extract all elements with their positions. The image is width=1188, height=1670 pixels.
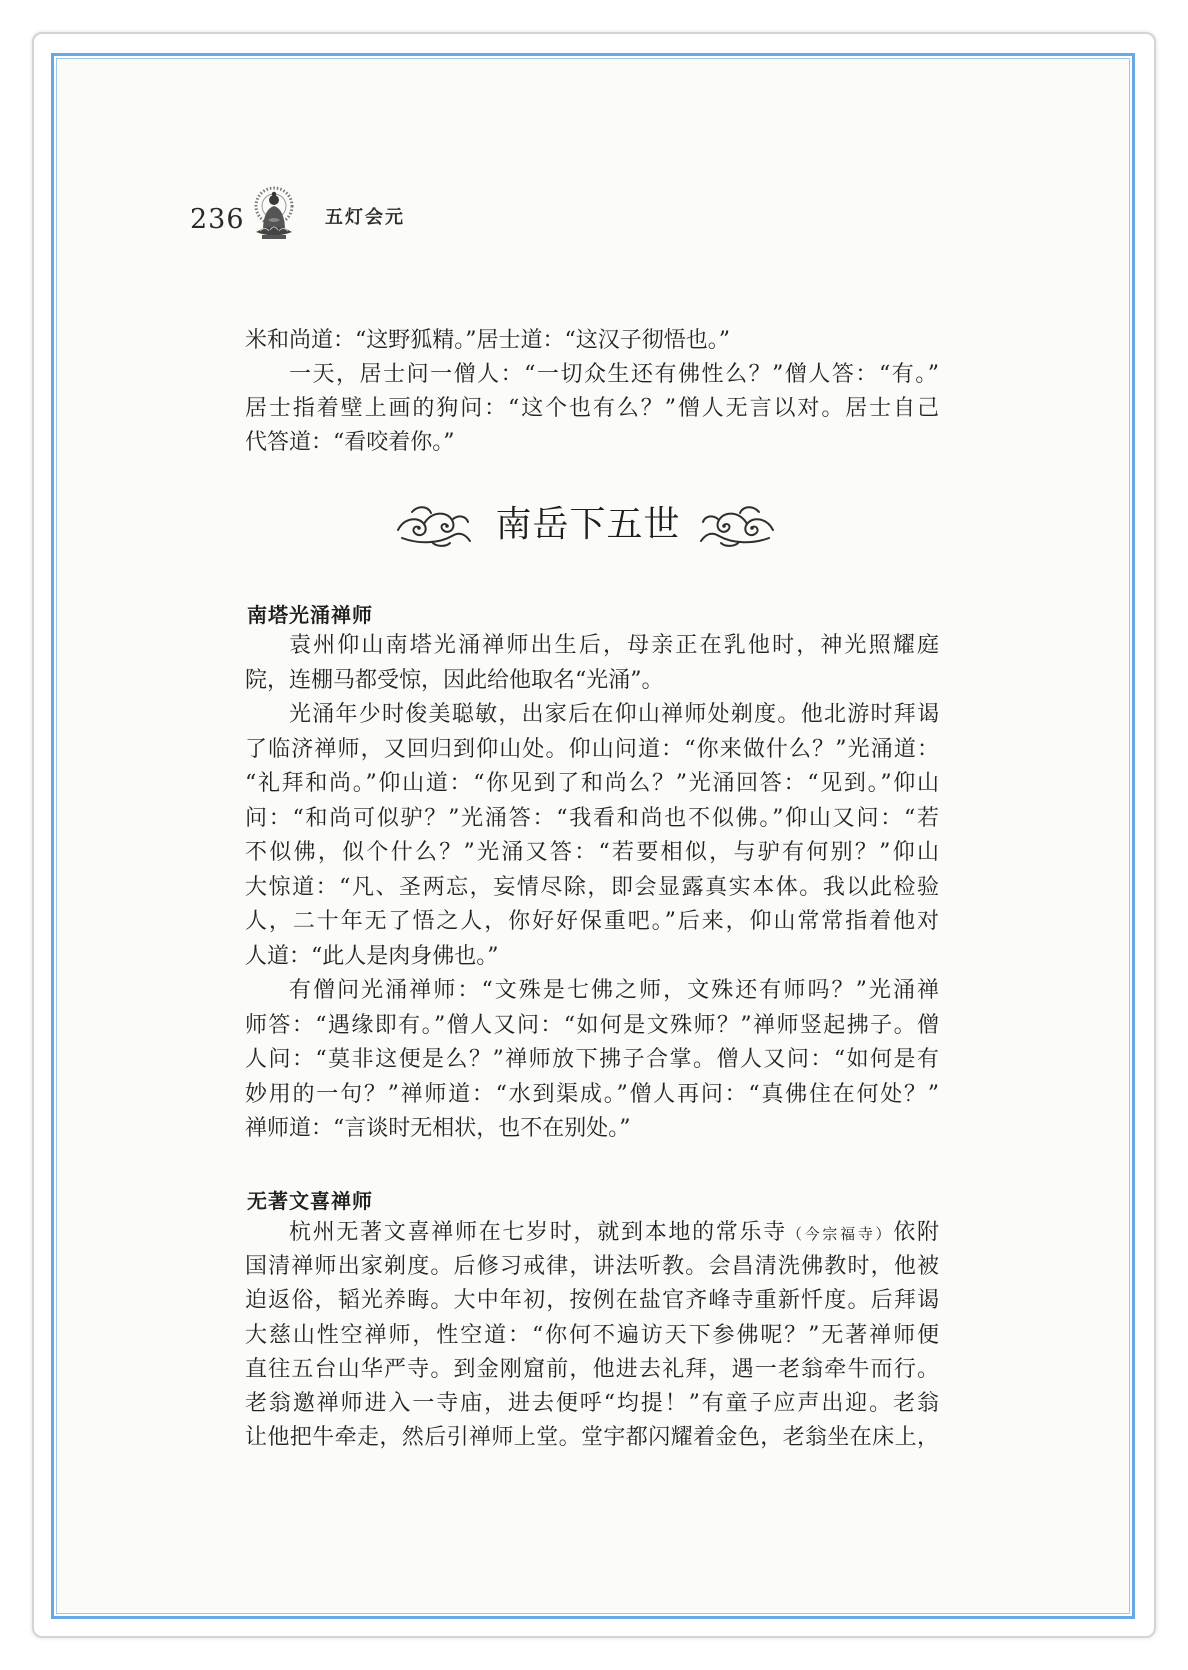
entry-heading-nanta: 南塔光涌禅师 xyxy=(247,603,373,627)
text-line: “礼拜和尚。”仰山道：“你见到了和尚么？”光涌回答：“见到。”仰山 xyxy=(245,771,939,796)
text-line: 妙用的一句？”禅师道：“水到渠成。”僧人再问：“真佛住在何处？” xyxy=(245,1081,939,1107)
cloud-ornament-left-icon xyxy=(394,500,474,548)
text-line: 袁州仰山南塔光涌禅师出生后，母亲正在乳他时，神光照耀庭 xyxy=(289,633,939,658)
text-segment: 杭州无著文喜禅师在七岁时，就到本地的常乐寺 xyxy=(289,1220,787,1245)
text-segment: 依附 xyxy=(893,1220,939,1245)
buddha-figure-icon xyxy=(250,186,298,242)
entry-heading-wuzhu: 无著文喜禅师 xyxy=(247,1189,373,1213)
text-line: 直往五台山华严寺。到金刚窟前，他进去礼拜，遇一老翁牵牛而行。 xyxy=(245,1356,939,1382)
text-line: 人，二十年无了悟之人，你好好保重吧。”后来，仰山常常指着他对 xyxy=(245,909,939,934)
page-number: 236 xyxy=(190,204,245,235)
text-line: 让他把牛牵走，然后引禅师上堂。堂宇都闪耀着金色，老翁坐在床上， xyxy=(245,1425,939,1451)
text-line: 光涌年少时俊美聪敏，出家后在仰山禅师处剃度。他北游时拜谒 xyxy=(289,702,939,727)
intro-paragraphs xyxy=(245,324,939,460)
text-line: 居士指着壁上画的狗问：“这个也有么？”僧人无言以对。居士自己 xyxy=(245,396,939,421)
entry-body-nanta xyxy=(245,629,939,1147)
text-line: 有僧问光涌禅师：“文殊是七佛之师，文殊还有师吗？”光涌禅 xyxy=(289,978,939,1003)
cloud-ornament-right-icon xyxy=(697,500,777,548)
text-line: 禅师道：“言谈时无相状，也不在别处。” xyxy=(245,1116,631,1141)
text-line: 米和尚道：“这野狐精。”居士道：“这汉子彻悟也。” xyxy=(245,328,730,353)
inline-annotation: （今宗福寺） xyxy=(786,1225,894,1243)
text-line xyxy=(245,1216,939,1250)
text-line: 了临济禅师，又回归到仰山处。仰山问道：“你来做什么？”光涌道： xyxy=(245,736,939,762)
text-line: 一天，居士问一僧人：“一切众生还有佛性么？”僧人答：“有。” xyxy=(289,362,939,387)
text-line: 院，连棚马都受惊，因此给他取名“光涌”。 xyxy=(245,667,664,693)
section-title: 南岳下五世 xyxy=(495,504,681,545)
entry-body-wuzhu xyxy=(245,1216,939,1455)
text-line: 迫返俗，韬光养晦。大中年初，按例在盐官齐峰寺重新忏度。后拜谒 xyxy=(245,1288,939,1314)
text-line: 代答道：“看咬着你。” xyxy=(245,430,455,455)
text-line: 师答：“遇缘即有。”僧人又问：“如何是文殊师？”禅师竖起拂子。僧 xyxy=(245,1012,939,1038)
text-line: 大慈山性空禅师，性空道：“你何不遍访天下参佛呢？”无著禅师便 xyxy=(245,1322,939,1348)
text-line: 人问：“莫非这便是么？”禅师放下拂子合掌。僧人又问：“如何是有 xyxy=(245,1047,939,1072)
text-line: 人道：“此人是肉身佛也。” xyxy=(245,943,499,969)
text-line: 不似佛，似个什么？”光涌又答：“若要相似，与驴有何别？”仰山 xyxy=(245,840,939,865)
text-line: 国清禅师出家剃度。后修习戒律，讲法听教。会昌清洗佛教时，他被 xyxy=(245,1254,939,1280)
text-line: 老翁邀禅师进入一寺庙，进去便呼“均提！”有童子应声出迎。老翁 xyxy=(245,1390,939,1416)
text-line: 大惊道：“凡、圣两忘，妄情尽除，即会显露真实本体。我以此检验 xyxy=(245,874,939,900)
text-line: 问：“和尚可似驴？”光涌答：“我看和尚也不似佛。”仰山又问：“若 xyxy=(245,805,939,831)
book-title: 五灯会元 xyxy=(325,207,405,228)
